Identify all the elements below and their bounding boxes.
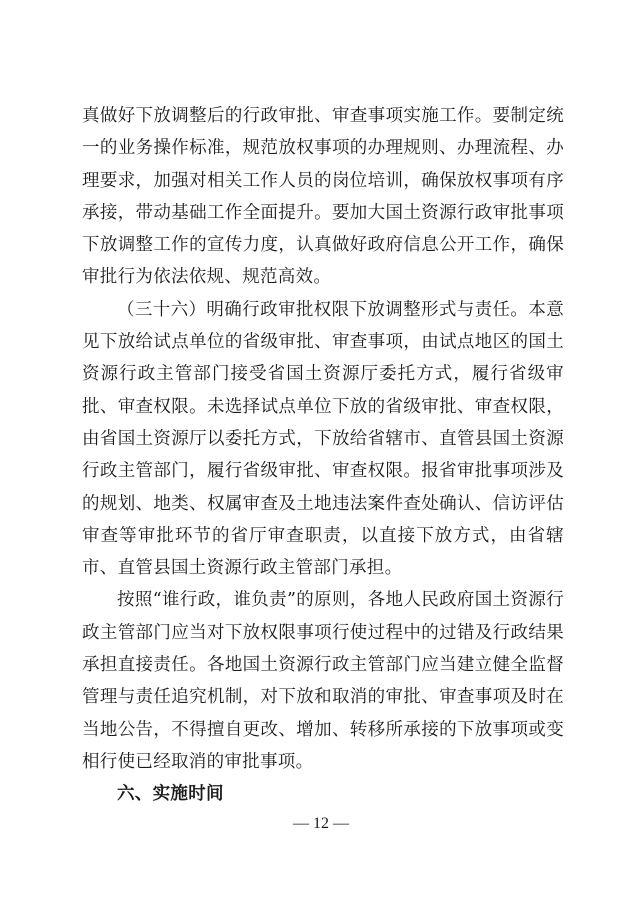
paragraph-responsibility: 按照“谁行政，谁负责”的原则，各地人民政府国土资源行政主管部门应当对下放权限事项行使过程中的过错及行政结果承担直接责任。各地国土资源行政主管部门应当建立健全监督管理与责任追究机制，对下放和取消的审批、审查事项及时在当地公告，不得擅自更改、增加、转移所承接的下放事项或变相行使已经取消的审批事项。 [82, 590, 564, 772]
document-body [82, 100, 564, 811]
section-heading: 六、实施时间 [117, 784, 224, 805]
page-number: — 12 — [293, 815, 349, 832]
paragraph-item-36: （三十六）明确行政审批权限下放调整形式与责任。本意见下放给试点单位的省级审批、审查事项，由试点地区的国土资源行政主管部门接受省国土资源厅委托方式，履行省级审批、审查权限。未选择试点单位下放的省级审批、审查权限，由省国土资源厅以委托方式，下放给省辖市、直管县国土资源行政主管部门，履行省级审批、审查权限。报省审批事项涉及的规划、地类、权属审查及土地违法案件查处确认、信访评估审查等审批环节的省厅审查职责，以直接下放方式，由省辖市、直管县国土资源行政主管部门承担。 [82, 299, 564, 579]
paragraph-continuation: 真做好下放调整后的行政审批、审查事项实施工作。要制定统一的业务操作标准，规范放权事项的办理规则、办理流程、办理要求，加强对相关工作人员的岗位培训，确保放权事项有序承接，带动基础工作全面提升。要加大国土资源行政审批事项下放调整工作的宣传力度，认真做好政府信息公开工作，确保审批行为依法依规、规范高效。 [82, 106, 564, 288]
